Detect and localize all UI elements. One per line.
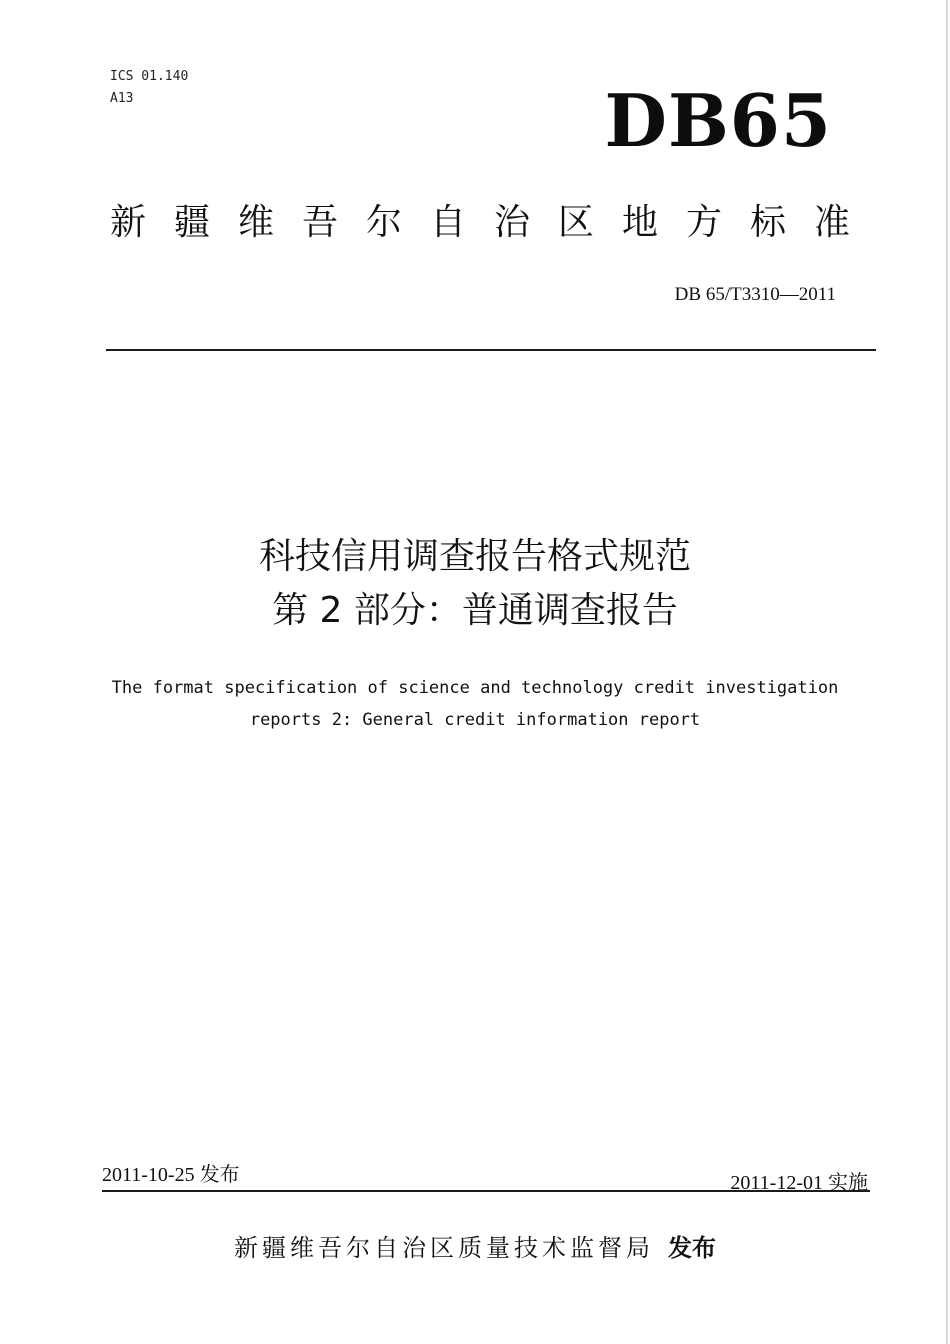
issuer-line [0,1228,950,1263]
footer-divider [102,1190,870,1192]
issuer-organization: 新疆维吾尔自治区质量技术监督局 [234,1234,654,1262]
implementation-date: 2011-12-01 实施 [730,1172,868,1194]
classification-codes [110,66,188,110]
chinese-title-line-1: 科技信用调查报告格式规范 [258,536,691,577]
standard-logo: DB65 [604,78,832,163]
english-title-line-2: reports 2: General credit information report [249,710,701,730]
chinese-title-line-2: 第 2 部分：普通调查报告 [272,590,678,631]
english-title [0,672,950,736]
standard-number: DB 65/T3310—2011 [674,284,836,305]
chinese-title [0,530,950,638]
issue-date: 2011-10-25 发布 [102,1164,240,1186]
header-divider [106,349,876,351]
scan-edge [946,0,948,1344]
standard-authority: 新疆维吾尔自治区地方标准 [110,202,879,243]
date-row [102,1158,872,1194]
issuer-verb: 发布 [668,1233,716,1262]
ics-code: ICS 01.140 [110,69,189,84]
english-title-line-1: The format specification of science and technology credit investigation [111,678,839,698]
ccs-code: A13 [110,91,134,106]
